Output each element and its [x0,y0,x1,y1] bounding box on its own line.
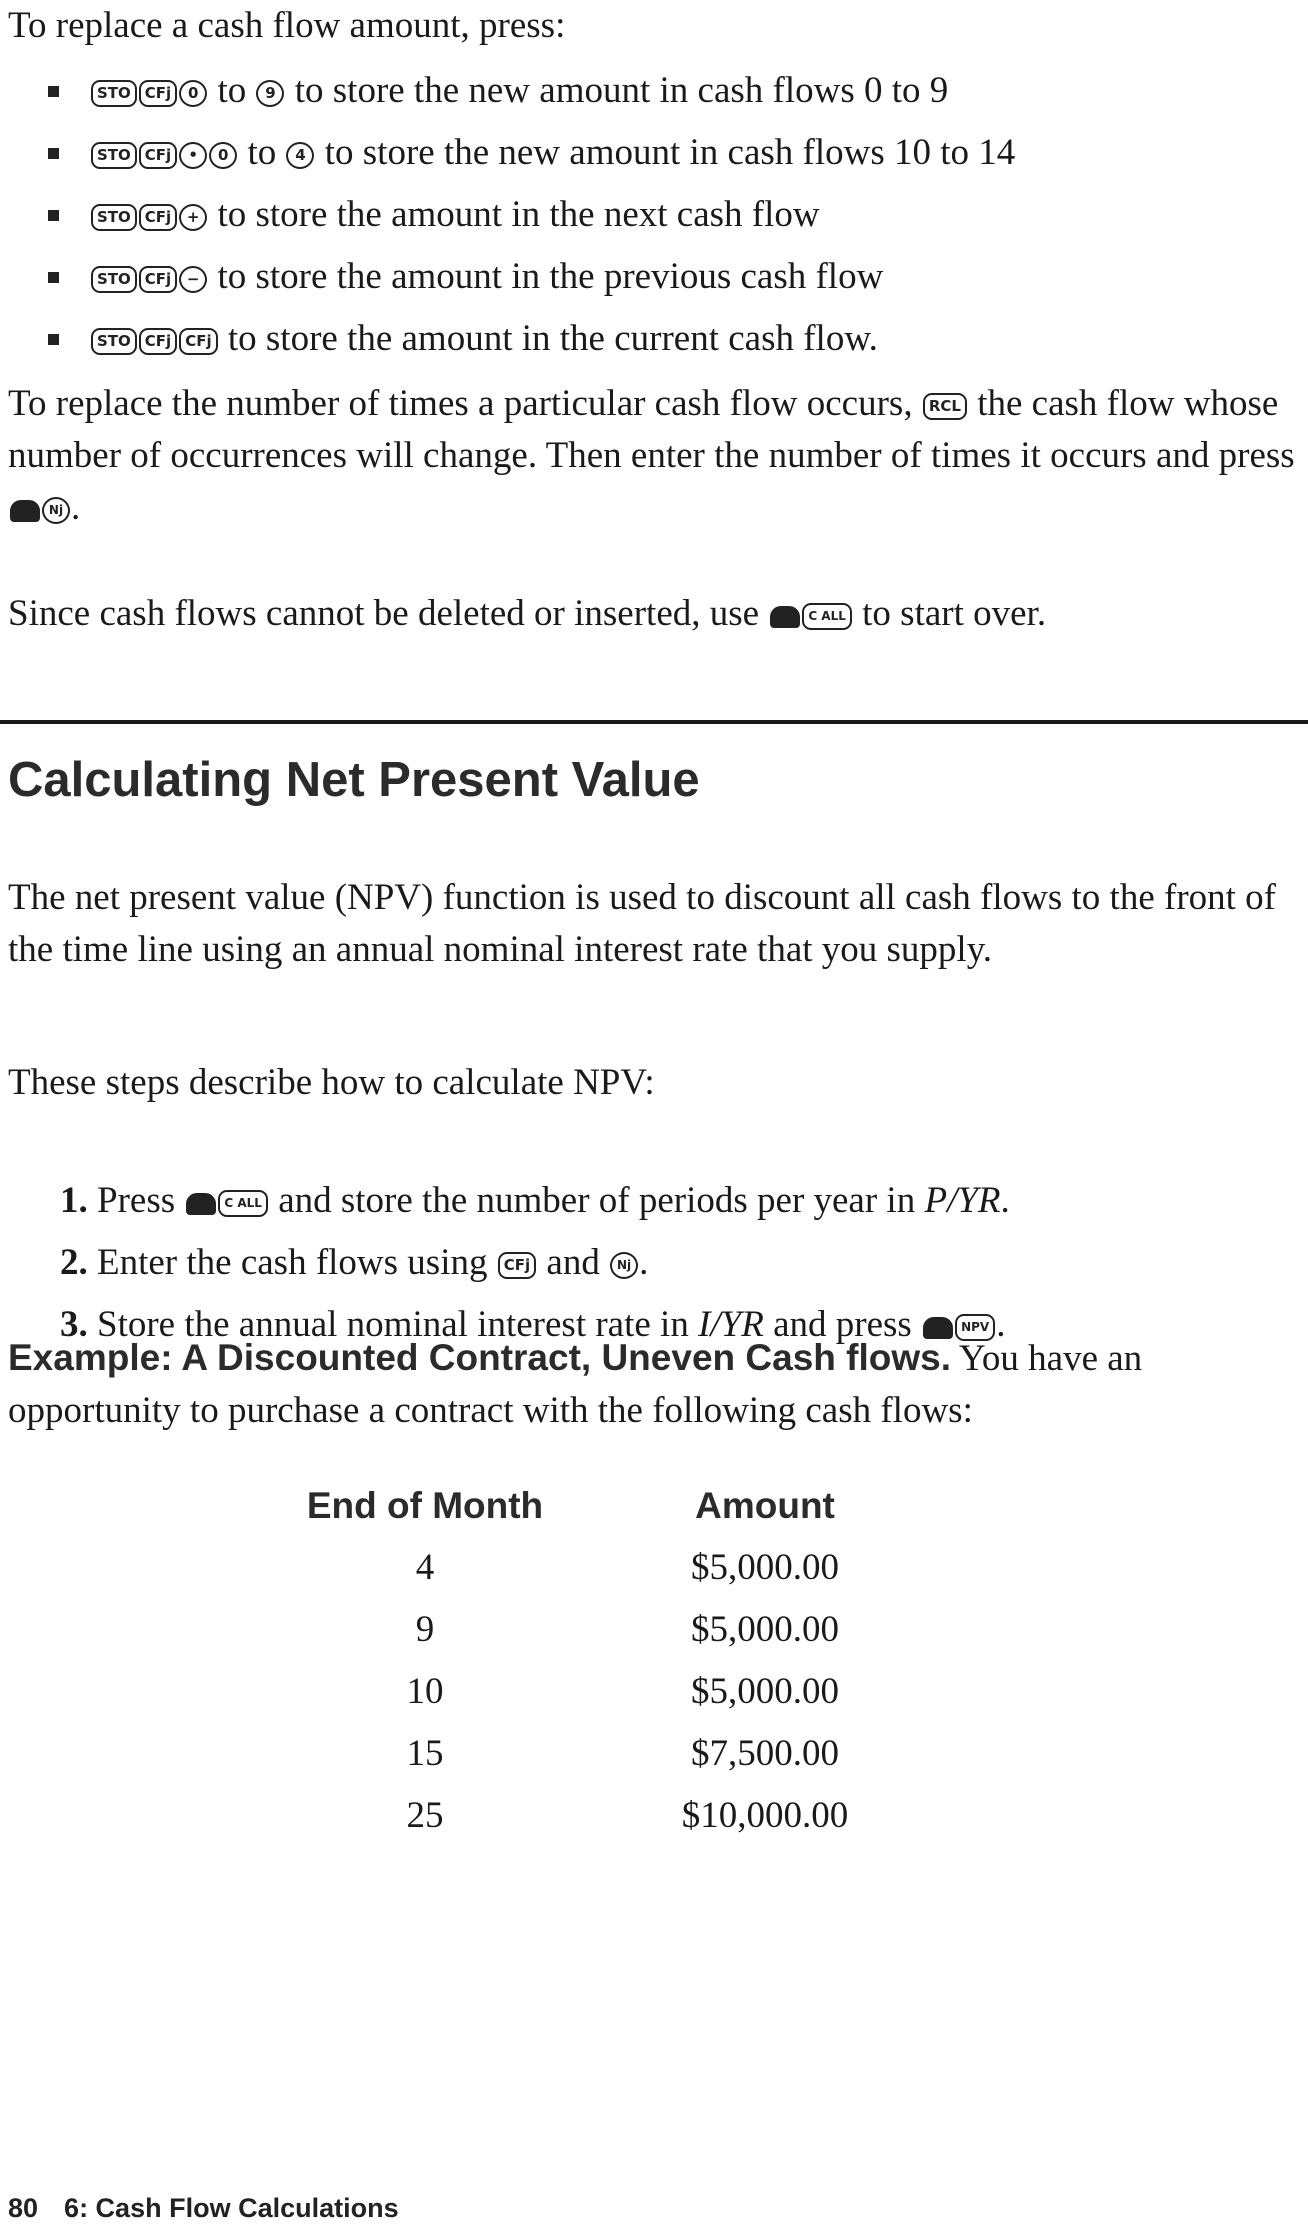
occurrence-paragraph [8,378,1298,534]
call-key-icon: C ALL [218,1190,268,1217]
column-header: End of Month [306,1485,544,1526]
replace-keys-list [40,60,1015,370]
zero-key-icon: 0 [209,142,237,169]
bullet-icon [48,86,59,97]
sto-key-icon: STO [91,204,137,231]
cash-flow-table [300,1475,980,1847]
shift-key-icon [10,500,40,522]
shift-key-icon [770,606,800,628]
bullet-icon [48,210,59,221]
example-heading: Example: A Discounted Contract, Uneven Cash flows. [8,1337,951,1378]
example-paragraph [8,1332,1308,1437]
paragraph-text: Since cash flows cannot be deleted or inserted, use [8,593,760,634]
minus-key-icon: − [179,266,207,293]
step-text: . [639,1242,649,1283]
amount-cell: $5,000.00 [691,1609,839,1650]
four-key-icon: 4 [286,142,314,169]
paragraph-text: to start over. [862,593,1047,634]
paragraph-text: . [71,487,81,528]
amount-cell: $5,000.00 [691,1547,839,1588]
list-item [60,1232,1010,1294]
sto-key-icon: STO [91,266,137,293]
step-text: Store the annual nominal interest rate in [97,1304,689,1345]
plus-key-icon: + [179,204,207,231]
cfj-key-icon: CFj [498,1252,536,1279]
month-cell: 15 [406,1733,444,1774]
step-text: and press [773,1304,912,1345]
nj-key-icon: Nj [610,1252,638,1279]
example-text: You have an opportunity to purchase a contract with the following cash flows: [8,1338,1143,1431]
cfj-key-icon: CFj [179,328,217,355]
step-text: . [996,1304,1006,1345]
npv-steps-list [60,1170,1010,1356]
amount-cell: $7,500.00 [691,1733,839,1774]
table-row [300,1661,980,1723]
step-text: and [546,1242,600,1283]
paragraph-text: To replace the number of times a particular cash flow occurs, [8,383,913,424]
table-header-row [300,1475,980,1537]
nj-key-icon: Nj [42,497,70,524]
month-cell: 25 [406,1795,444,1836]
nine-key-icon: 9 [256,80,284,107]
delete-paragraph [8,588,1046,640]
table-row [300,1537,980,1599]
npv-paragraph: The net present value (NPV) function is used to discount all cash flows to the front of the time line using an annual nominal interest rate that you supply. [8,877,1276,970]
variable-text: I/YR [698,1304,764,1345]
page-number: 80 [8,2193,39,2223]
step-text: Press [97,1180,176,1221]
call-key-icon: C ALL [802,603,852,630]
table-row [300,1723,980,1785]
month-cell: 9 [415,1609,435,1650]
section-divider [0,720,1308,724]
sto-key-icon: STO [91,80,137,107]
sto-key-icon: STO [91,142,137,169]
cfj-key-icon: CFj [139,204,177,231]
bullet-text: to store the amount in the next cash flow [217,194,820,235]
step-number: 2. [60,1242,88,1283]
step-text: Enter the cash flows using [97,1242,488,1283]
amount-cell: $5,000.00 [691,1671,839,1712]
list-item [40,122,1015,184]
list-item [40,246,1015,308]
rcl-key-icon: RCL [923,393,967,420]
amount-cell: $10,000.00 [681,1795,849,1836]
shift-key-icon [186,1193,216,1215]
bullet-text: to store the new amount in cash flows 10 to 14 [324,132,1016,173]
step-text: and store the number of periods per year in [278,1180,916,1221]
table-row [300,1785,980,1847]
npv-key-icon: NPV [955,1314,995,1341]
bullet-text: to store the amount in the current cash flow. [227,318,878,359]
chapter-title: 6: Cash Flow Calculations [64,2193,399,2223]
bullet-connector: to [217,70,247,111]
step-text: . [1000,1180,1010,1221]
list-item [60,1170,1010,1232]
list-item [40,60,1015,122]
month-cell: 4 [415,1547,435,1588]
cfj-key-icon: CFj [139,142,177,169]
bullet-icon [48,272,59,283]
cfj-key-icon: CFj [139,328,177,355]
cfj-key-icon: CFj [139,80,177,107]
bullet-icon [48,148,59,159]
intro-text: To replace a cash flow amount, press: [8,5,566,46]
zero-key-icon: 0 [179,80,207,107]
bullet-connector: to [247,132,277,173]
cfj-key-icon: CFj [139,266,177,293]
list-item [40,308,1015,370]
bullet-text: to store the amount in the previous cash flow [217,256,884,297]
table-row [300,1599,980,1661]
step-number: 1. [60,1180,88,1221]
sto-key-icon: STO [91,328,137,355]
page-footer [8,2190,399,2226]
step-number: 3. [60,1304,88,1345]
steps-intro: These steps describe how to calculate NPV: [8,1062,655,1103]
column-header: Amount [695,1485,835,1526]
section-heading: Calculating Net Present Value [8,753,700,807]
variable-text: P/YR [924,1180,1001,1221]
bullet-icon [48,334,59,345]
list-item [40,184,1015,246]
bullet-text: to store the new amount in cash flows 0 to 9 [294,70,949,111]
paragraph-text: the cash flow whose number of occurrences will change. Then enter the number of times it occurs and press [8,383,1295,476]
dot-key-icon: • [179,142,207,169]
month-cell: 10 [406,1671,444,1712]
